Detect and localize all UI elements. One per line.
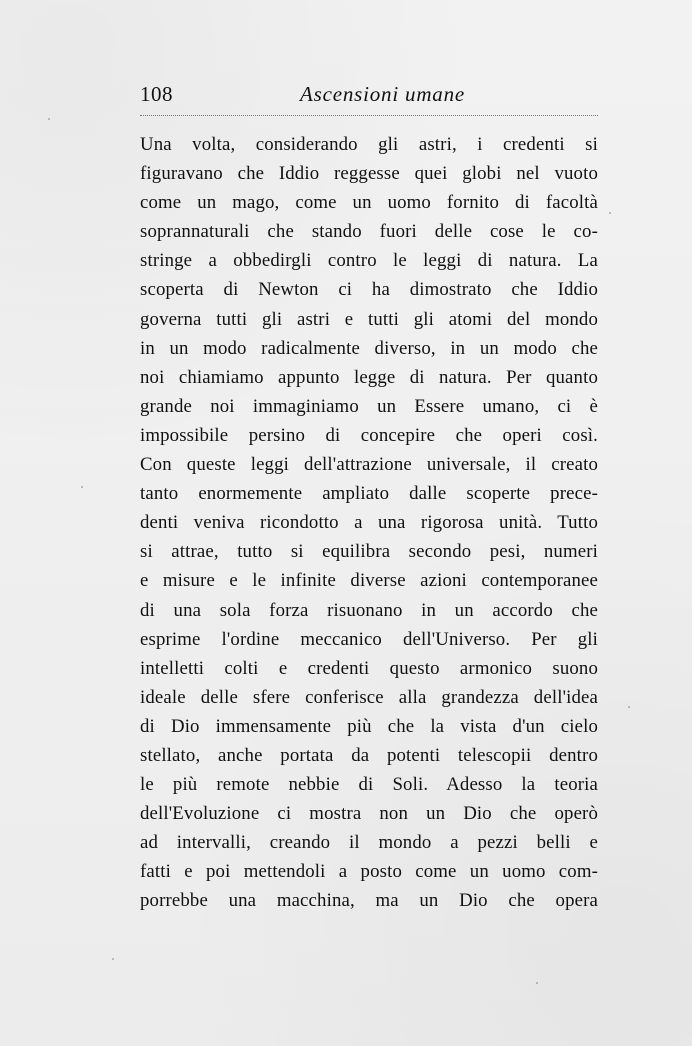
text-line: ideale delle sfere conferisce alla grandezza dell'idea [140,686,598,708]
paper-speck [112,958,114,960]
body-text [140,130,598,916]
text-line: come un mago, come un uomo fornito di facoltà [140,192,598,214]
text-line: denti veniva ricondotto a una rigorosa unità. Tutto [140,512,598,534]
paper-speck [609,212,611,214]
text-line: ad intervalli, creando il mondo a pezzi belli e [140,832,598,854]
page-header [140,82,598,112]
text-line: governa tutti gli astri e tutti gli atomi del mondo [140,308,598,330]
text-line: Con queste leggi dell'attrazione universale, il creato [140,454,598,476]
paper-speck [536,982,538,984]
paper-speck [81,486,83,488]
text-line: scoperta di Newton ci ha dimostrato che Iddio [140,279,598,301]
text-line: e misure e le infinite diverse azioni contemporanee [140,570,598,592]
running-title: Ascensioni umane [300,82,466,106]
text-line: esprime l'ordine meccanico dell'Universo. Per gli [140,628,598,650]
text-line: di una sola forza risuonano in un accordo che [140,599,598,621]
text-line: grande noi immaginiamo un Essere umano, ci è [140,395,598,417]
text-line: dell'Evoluzione ci mostra non un Dio che operò [140,803,598,825]
text-line: intelletti colti e credenti questo armonico suono [140,657,598,679]
text-line: porrebbe una macchina, ma un Dio che opera [140,890,598,912]
text-line: figuravano che Iddio reggesse quei globi nel vuoto [140,163,598,185]
text-line: soprannaturali che stando fuori delle cose le co- [140,221,598,243]
text-line: stellato, anche portata da potenti telescopii dentro [140,744,598,766]
text-line: in un modo radicalmente diverso, in un modo che [140,337,598,359]
text-line: fatti e poi mettendoli a posto come un uomo com- [140,861,598,883]
text-line: tanto enormemente ampliato dalle scoperte prece- [140,483,598,505]
paper-speck [48,118,50,120]
text-line: Una volta, considerando gli astri, i credenti si [140,134,598,155]
text-line: stringe a obbedirgli contro le leggi di natura. La [140,250,598,272]
page-number: 108 [140,82,173,106]
text-line: impossibile persino di concepire che operi così. [140,424,598,446]
header-dotted-rule [140,115,598,116]
paper-speck [628,706,630,708]
text-line: le più remote nebbie di Soli. Adesso la teoria [140,774,598,796]
text-line: di Dio immensamente più che la vista d'un cielo [140,715,598,737]
text-line: si attrae, tutto si equilibra secondo pesi, numeri [140,541,598,563]
text-line: noi chiamiamo appunto legge di natura. Per quanto [140,366,598,388]
